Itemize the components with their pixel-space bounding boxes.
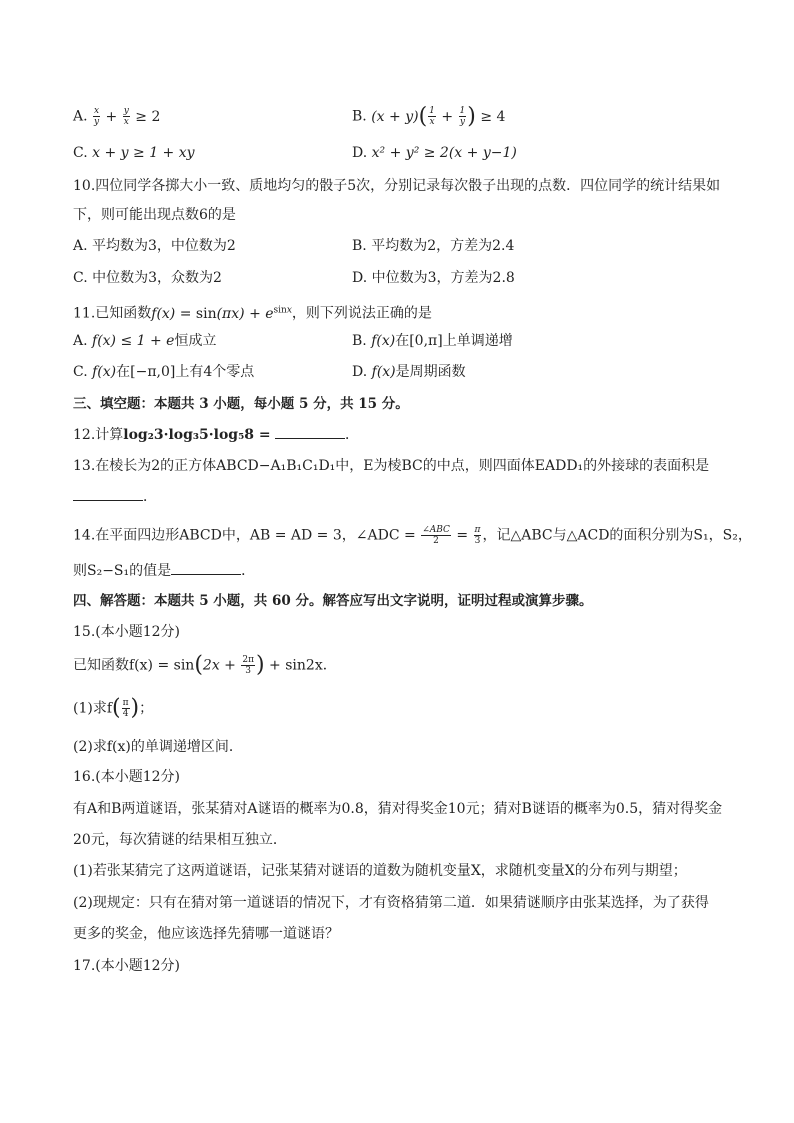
section-4-heading: 四、解答题：本题共 5 小题，共 60 分。解答应写出文字说明，证明过程或演算步骤。 [73,593,593,609]
q10-stem-line2: 下，则可能出现点数6的是 [73,207,236,223]
q16-part2-line2: 更多的奖金，他应该选择先猜哪一道谜语？ [73,926,339,942]
q9-option-b-math: (x + y)( $\frac{1}{x}$ + $\frac{1}{y}$ ) ≥ 4 [371,103,506,129]
q10-option-d: D. 中位数为3，方差为2.8 [352,270,515,286]
q12-answer-blank[interactable] [275,424,345,439]
q15-stem: 已知函数f(x) = sin(2x + $\frac{2\pi}{3}$ ) + sin2x． [73,652,337,678]
q11-stem: 11.已知函数$f(x) = \sin(\pi x) + e^{sinx}$，则下列说法正确的是 [73,305,432,322]
q10-option-b: B. 平均数为2，方差为2.4 [352,238,515,254]
q15-part2: (2)求f(x)的单调递增区间． [73,739,243,755]
q9-option-a-math: $\frac{x}{y}$ + $\frac{y}{x}$ ≥ 2 [94,106,161,127]
q14-answer-blank[interactable] [171,560,241,575]
q16-part2-line1: (2)现规定：只有在猜对第一道谜语的情况下，才有资格猜第二道．如果猜谜顺序由张某选择，为了获得 [73,895,709,911]
q11-option-a: A. f(x) ≤ 1 + e恒成立 [73,333,217,349]
q15-heading: 15.(本小题12分) [73,624,181,640]
q11-option-c: C. f(x)在[−π,0]上有4个零点 [73,364,255,380]
q13-answer-blank[interactable] [73,486,143,501]
q10-stem-line1: 10.四位同学各掷大小一致、质地均匀的骰子5次，分别记录每次骰子出现的点数．四位同学的统计结果如 [73,178,721,194]
q14-stem-line2: 则S₂−S₁的值是 ． [73,560,255,581]
q16-part1: (1)若张某猜完了这两道谜语，记张某猜对谜语的道数为随机变量X，求随机变量X的分布列与期望； [73,863,687,879]
q9-option-b: B. (x + y)( $\frac{1}{x}$ + $\frac{1}{y}$ ) ≥ 4 [352,103,506,129]
q11-option-d: D. f(x)是周期函数 [352,364,466,380]
q11-option-b: B. f(x)在[0,π]上单调递增 [352,333,513,349]
q16-heading: 16.(本小题12分) [73,769,181,785]
q9-option-c: C. x + y ≥ 1 + xy [73,145,195,161]
q9-option-a: A. $\frac{x}{y}$ + $\frac{y}{x}$ ≥ 2 [73,106,161,127]
q16-stem-line2: 20元，每次猜谜的结果相互独立． [73,832,287,848]
q11-function: $f(x) = \sin(\pi x) + e^{sinx}$ [151,305,292,322]
section-3-heading: 三、填空题：本题共 3 小题，每小题 5 分，共 15 分。 [73,396,409,412]
q17-heading: 17.(本小题12分) [73,958,181,974]
q13-answer-line: ． [73,486,157,507]
q12-stem: 12.计算log₂3·log₃5·log₅8 = ． [73,424,359,445]
q13-stem: 13.在棱长为2的正方体ABCD−A₁B₁C₁D₁中，E为棱BC的中点，则四面体EADD₁的外接球的表面积是 [73,458,710,474]
q9-option-d: D. x² + y² ≥ 2(x + y−1) [352,145,517,161]
q14-stem: 14.在平面四边形ABCD中，AB = AD = 3，∠ADC = $\frac{\text{∠ABC}}{2}$ = $\frac{\pi}{3}$ ，记△ABC与△ACD的面积分别为S₁，S₂， [73,525,752,546]
q15-part1: (1)求f( $\frac{\pi}{4}$ )； [73,695,154,721]
q10-option-a: A. 平均数为3，中位数为2 [73,238,236,254]
q10-option-c: C. 中位数为3，众数为2 [73,270,222,286]
q16-stem-line1: 有A和B两道谜语，张某猜对A谜语的概率为0.8，猜对得奖金10元；猜对B谜语的概率为0.5，猜对得奖金 [73,801,723,817]
